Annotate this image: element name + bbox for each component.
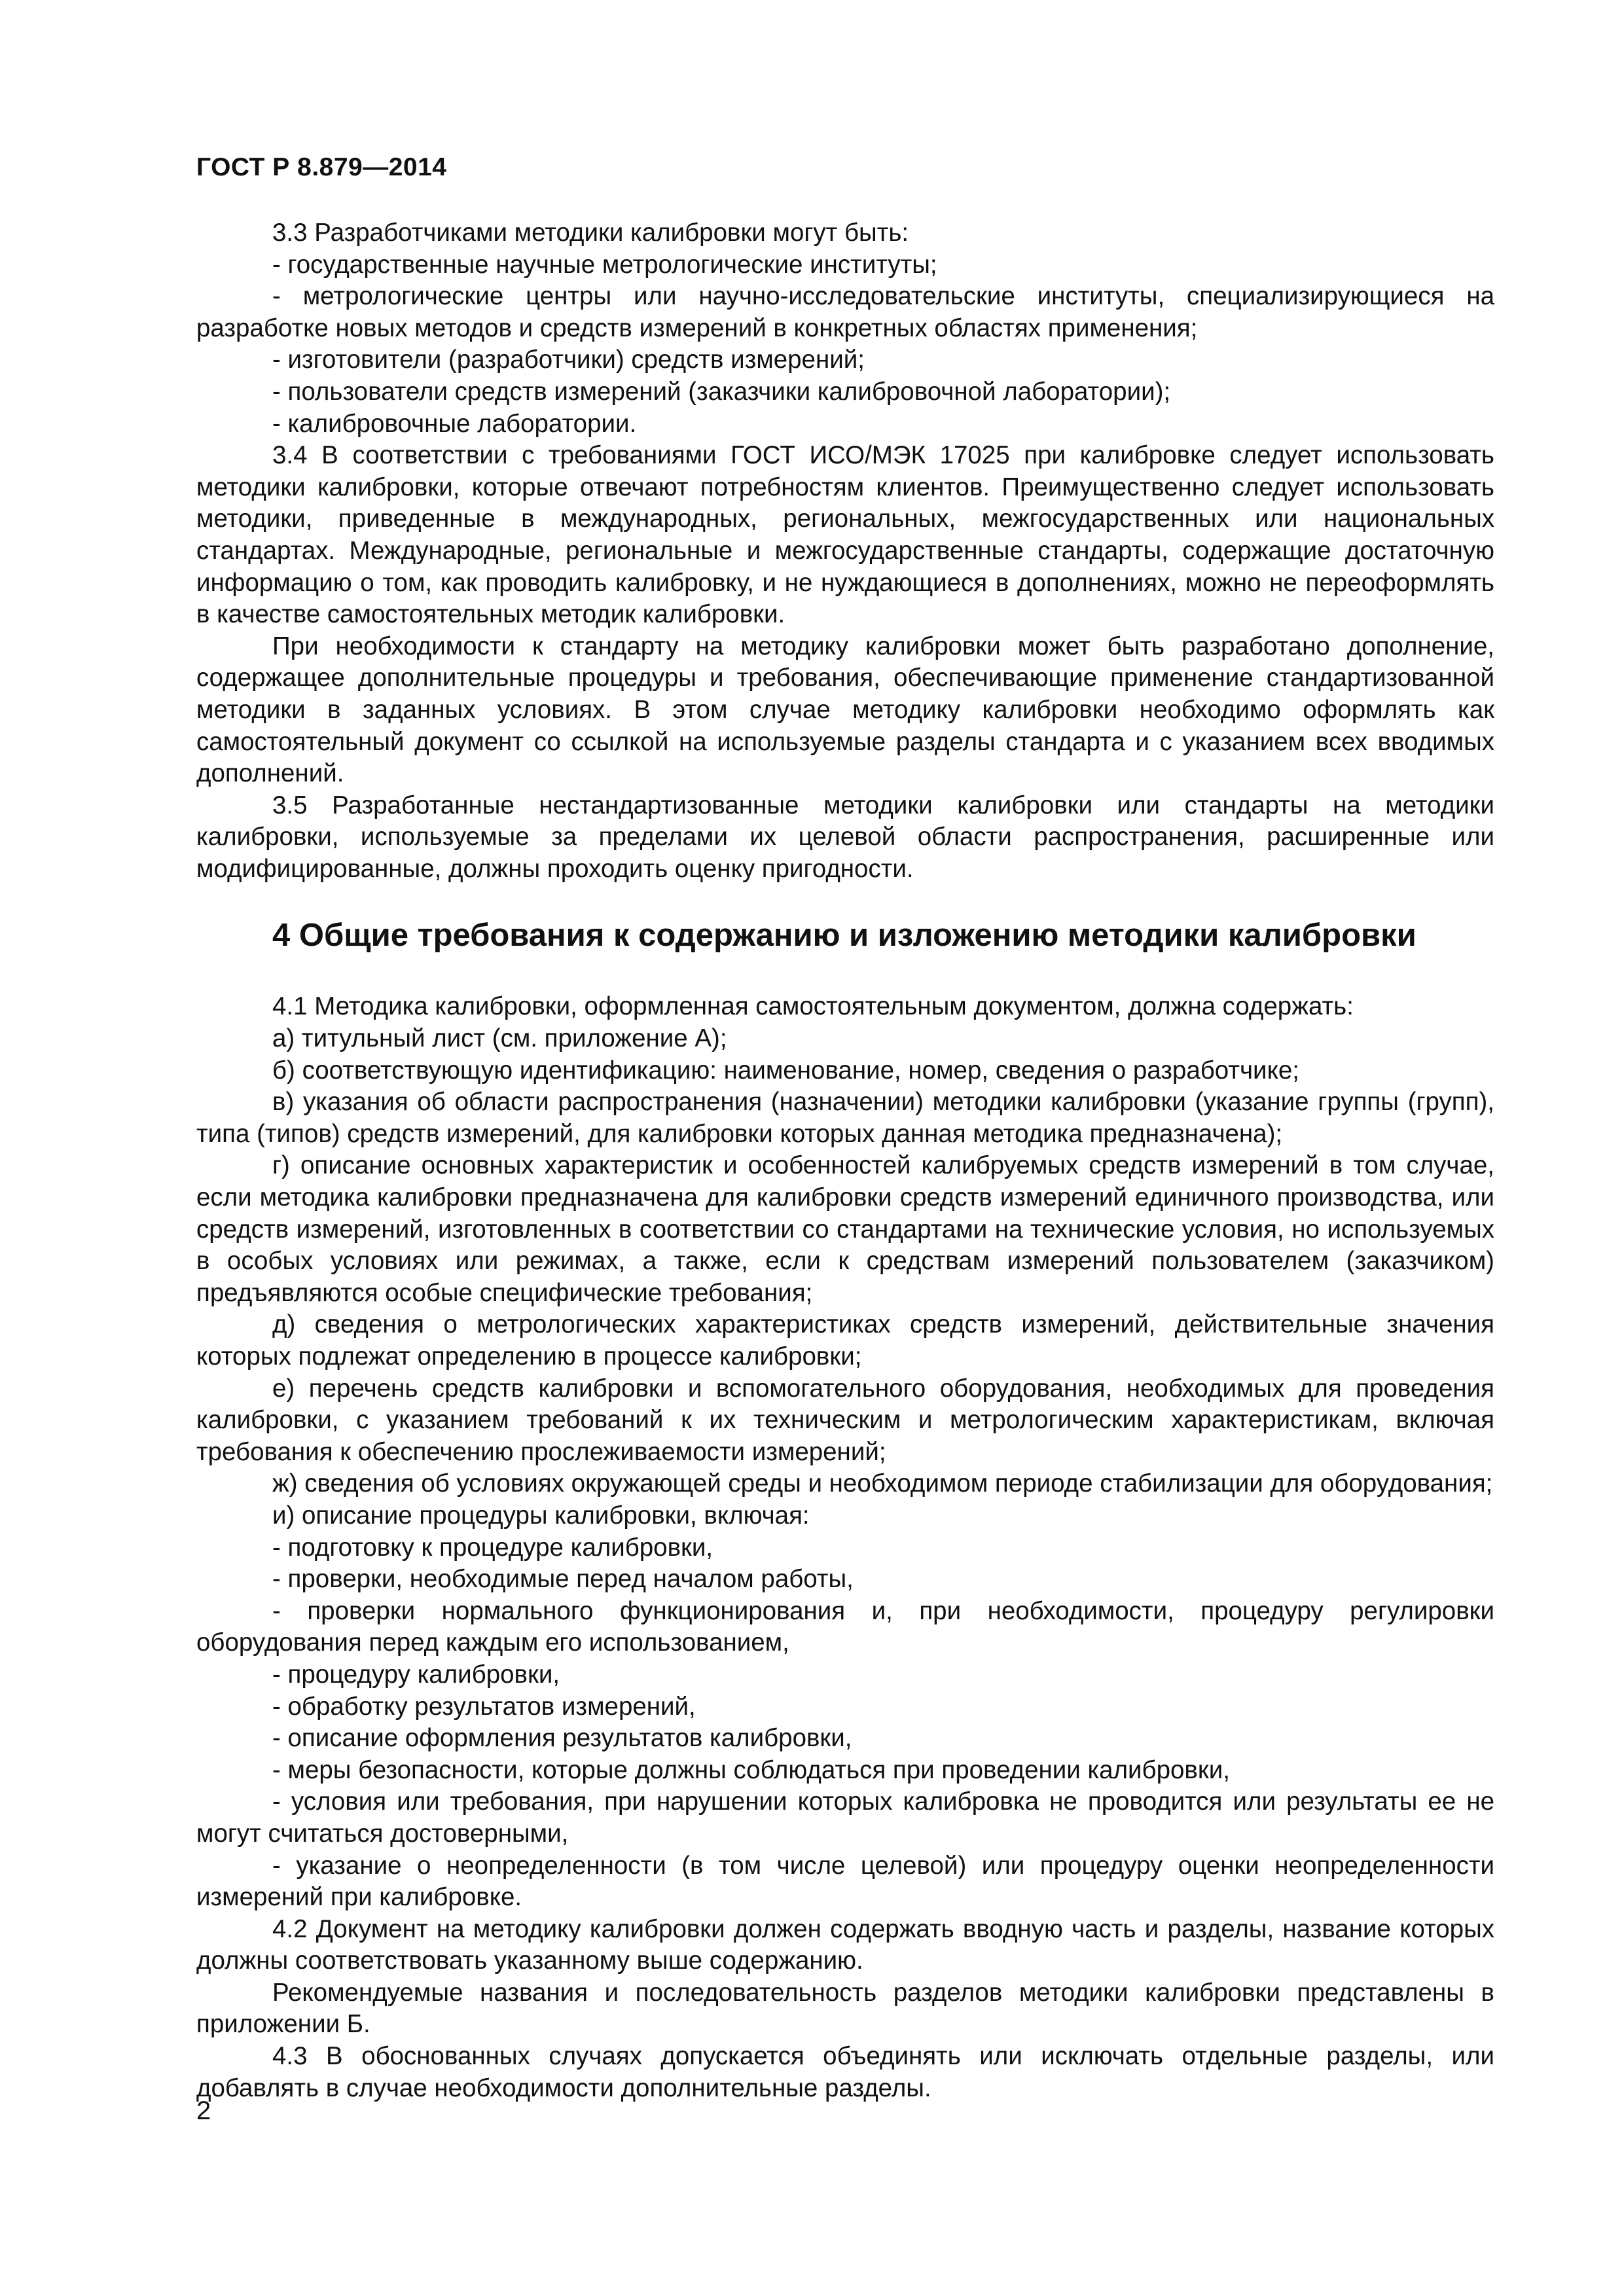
paragraph-4-2: 4.2 Документ на методику калибровки должен содержать вводную часть и разделы, название которых должны соответствовать указанному выше содержанию. — [196, 1914, 1494, 1975]
list-item-v: в) указания об области распространения (назначении) методики калибровки (указание группы (групп), типа (типов) средств измерений, для калибровки которых данная методика предназначена); — [196, 1088, 1494, 1148]
page-number: 2 — [196, 2096, 211, 2125]
document-header-id: ГОСТ Р 8.879—2014 — [196, 153, 447, 181]
sub-list-item: - указание о неопределенности (в том числе целевой) или процедуру оценки неопределенности измерений при калибровке. — [196, 1851, 1494, 1912]
paragraph-4-1: 4.1 Методика калибровки, оформленная самостоятельным документом, должна содержать: — [272, 992, 1354, 1021]
paragraph-4-3: 4.3 В обоснованных случаях допускается объединять или исключать отдельные разделы, или добавлять в случае необходимости дополнительные разделы. — [196, 2042, 1494, 2102]
sub-list-item: - процедуру калибровки, — [272, 1660, 560, 1689]
list-item-g: г) описание основных характеристик и особенностей калибруемых средств измерений в том случае, если методика калибровки предназначена для калибровки средств измерений единичного производства, или средств измерений, изготовленных в соответствии со стандартами на технические условия, но используемых в особых условиях или режимах, а также, если к средствам измерений пользователем (заказчиком) предъявляются особые специфические требования; — [196, 1151, 1494, 1307]
section-4-heading: 4 Общие требования к содержанию и изложению методики калибровки — [272, 918, 1416, 954]
paragraph-3-3: 3.3 Разработчиками методики калибровки могут быть: — [272, 219, 909, 247]
paragraph-3-4-addendum: При необходимости к стандарту на методику калибровки может быть разработано дополнение, содержащее дополнительные процедуры и требования, обеспечивающие применение стандартизованной методики в заданных условиях. В этом случае методику калибровки необходимо оформлять как самостоятельный документ со ссылкой на используемые разделы стандарта и с указанием всех вводимых дополнений. — [196, 632, 1494, 788]
sub-list-item: - обработку результатов измерений, — [272, 1692, 696, 1721]
list-item: - пользователи средств измерений (заказчики калибровочной лаборатории); — [272, 377, 1171, 406]
document-body — [196, 217, 1494, 2104]
paragraph-3-4: 3.4 В соответствии с требованиями ГОСТ ИСО/МЭК 17025 при калибровке следует использовать методики калибровки, которые отвечают потребностям клиентов. Преимущественно следует использовать методики, приведенные в международных, региональных, межгосударственных или национальных стандартах. Международные, региональные и межгосударственные стандарты, содержащие достаточную информацию о том, как проводить калибровку, и не нуждающиеся в дополнениях, можно не переоформлять в качестве самостоятельных методик калибровки. — [196, 441, 1494, 629]
sub-list-item: - описание оформления результатов калибровки, — [272, 1724, 852, 1753]
sub-list-item: - условия или требования, при нарушении которых калибровка не проводится или результаты ее не могут считаться достоверными, — [196, 1787, 1494, 1848]
list-item-a: а) титульный лист (см. приложение А); — [272, 1024, 727, 1053]
paragraph-3-5: 3.5 Разработанные нестандартизованные методики калибровки или стандарты на методики калибровки, используемые за пределами их целевой области распространения, расширенные или модифицированные, должны проходить оценку пригодности. — [196, 791, 1494, 883]
list-item-b: б) соответствующую идентификацию: наименование, номер, сведения о разработчике; — [272, 1056, 1299, 1085]
paragraph-4-2-note: Рекомендуемые названия и последовательность разделов методики калибровки представлены в приложении Б. — [196, 1978, 1494, 2039]
list-item: - государственные научные метрологические институты; — [272, 250, 937, 279]
list-item-d: д) сведения о метрологических характеристиках средств измерений, действительные значения которых подлежат определению в процессе калибровки; — [196, 1310, 1494, 1371]
sub-list-item: - проверки нормального функционирования и, при необходимости, процедуру регулировки оборудования перед каждым его использованием, — [196, 1596, 1494, 1657]
sub-list-item: - меры безопасности, которые должны соблюдаться при проведении калибровки, — [272, 1755, 1230, 1784]
list-item: - калибровочные лаборатории. — [272, 409, 637, 438]
list-item: - метрологические центры или научно-исследовательские институты, специализирующиеся на разработке новых методов и средств измерений в конкретных областях применения; — [196, 282, 1494, 342]
sub-list-item: - проверки, необходимые перед началом работы, — [272, 1565, 854, 1594]
list-item-e: е) перечень средств калибровки и вспомогательного оборудования, необходимых для проведения калибровки, с указанием требований к их техническим и метрологическим характеристикам, включая требования к обеспечению прослеживаемости измерений; — [196, 1374, 1494, 1466]
list-item-i: и) описание процедуры калибровки, включая: — [272, 1501, 810, 1530]
list-item: - изготовители (разработчики) средств измерений; — [272, 346, 865, 374]
list-item-zh: ж) сведения об условиях окружающей среды и необходимом периоде стабилизации для оборудования; — [272, 1469, 1493, 1498]
sub-list-item: - подготовку к процедуре калибровки, — [272, 1533, 713, 1562]
